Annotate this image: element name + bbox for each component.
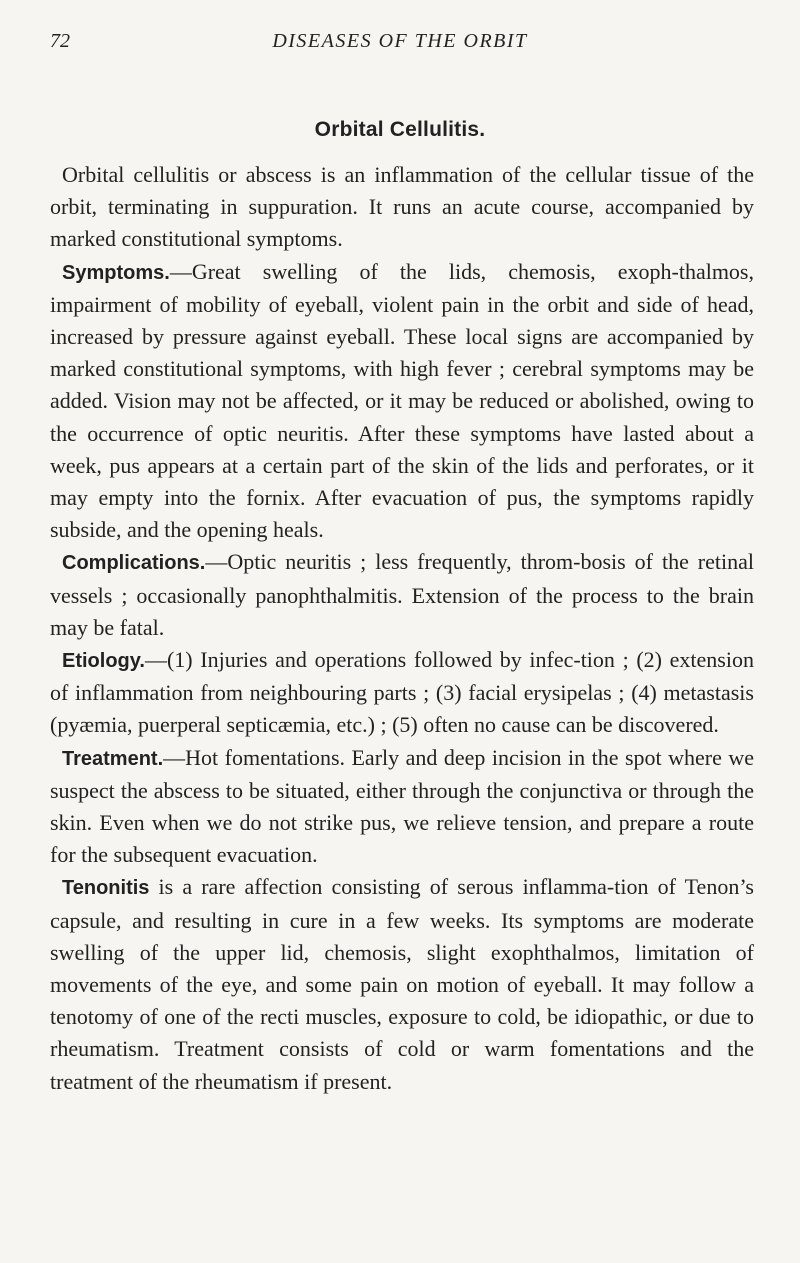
- body-text: [50, 159, 754, 1098]
- paragraph-text: —Optic neuritis ; less frequently, throm-bosis of the retinal vessels ; occasionally panophthalmitis. Extension of the process to the brain may be fatal.: [50, 549, 754, 640]
- paragraph-text: is a rare affection consisting of serous inflamma-tion of Tenon’s capsule, and resulting in cure in a few weeks. Its symptoms are moderate swelling of the upper lid, chemosis, slight exophthalmos, limitation of movements of the eye, and some pain on motion of eyeball. It may follow a tenotomy of one of the recti muscles, exposure to cold, be idiopathic, or due to rheumatism. Treatment consists of cold or warm fomentations and the treatment of the rheumatism if present.: [50, 874, 754, 1094]
- paragraph-text: —Great swelling of the lids, chemosis, exoph-thalmos, impairment of mobility of eyeball, violent pain in the orbit and side of head, increased by pressure against eyeball. These local signs are accompanied by marked constitutional symptoms, with high fever ; cerebral symptoms may be added. Vision may not be affected, or it may be reduced or abolished, owing to the occurrence of optic neuritis. After these symptoms have lasted about a week, pus appears at a certain part of the skin of the lids and perforates, or it may empty into the fornix. After evacuation of pus, the symptoms rapidly subside, and the opening heals.: [50, 258, 754, 543]
- paragraph-treatment: [50, 742, 754, 872]
- paragraph-lead: Etiology.: [62, 650, 145, 673]
- running-head: [50, 30, 750, 58]
- paragraph-text: —Hot fomentations. Early and deep incision in the spot where we suspect the abscess to be situated, either through the conjunctiva or through the skin. Even when we do not strike pus, we relieve tension, and prepare a route for the subsequent evacuation.: [50, 744, 754, 868]
- running-title: DISEASES OF THE ORBIT: [272, 30, 528, 52]
- paragraph-lead: Complications.: [62, 552, 206, 575]
- paragraph-intro: [50, 159, 754, 256]
- page-number: 72: [50, 30, 70, 52]
- paragraph-text: —(1) Injuries and operations followed by infec-tion ; (2) extension of inflammation from neighbouring parts ; (3) facial erysipelas ; (4) metastasis (pyæmia, puerperal septicæmia, etc.) ; (5) often no cause can be discovered.: [50, 647, 754, 738]
- paragraph-lead: Treatment.: [62, 747, 164, 770]
- paragraph-symptoms: [50, 256, 754, 547]
- paragraph-tenonitis: [50, 871, 754, 1097]
- section-heading: Orbital Cellulitis.: [314, 118, 486, 141]
- paragraph-etiology: [50, 644, 754, 742]
- paragraph-complications: [50, 546, 754, 644]
- paragraph-text: Orbital cellulitis or abscess is an inflammation of the cellular tissue of the orbit, terminating in suppuration. It runs an acute course, accompanied by marked constitutional symptoms.: [50, 162, 754, 252]
- paragraph-lead: Tenonitis: [62, 877, 150, 900]
- paragraph-lead: Symptoms.: [62, 261, 170, 284]
